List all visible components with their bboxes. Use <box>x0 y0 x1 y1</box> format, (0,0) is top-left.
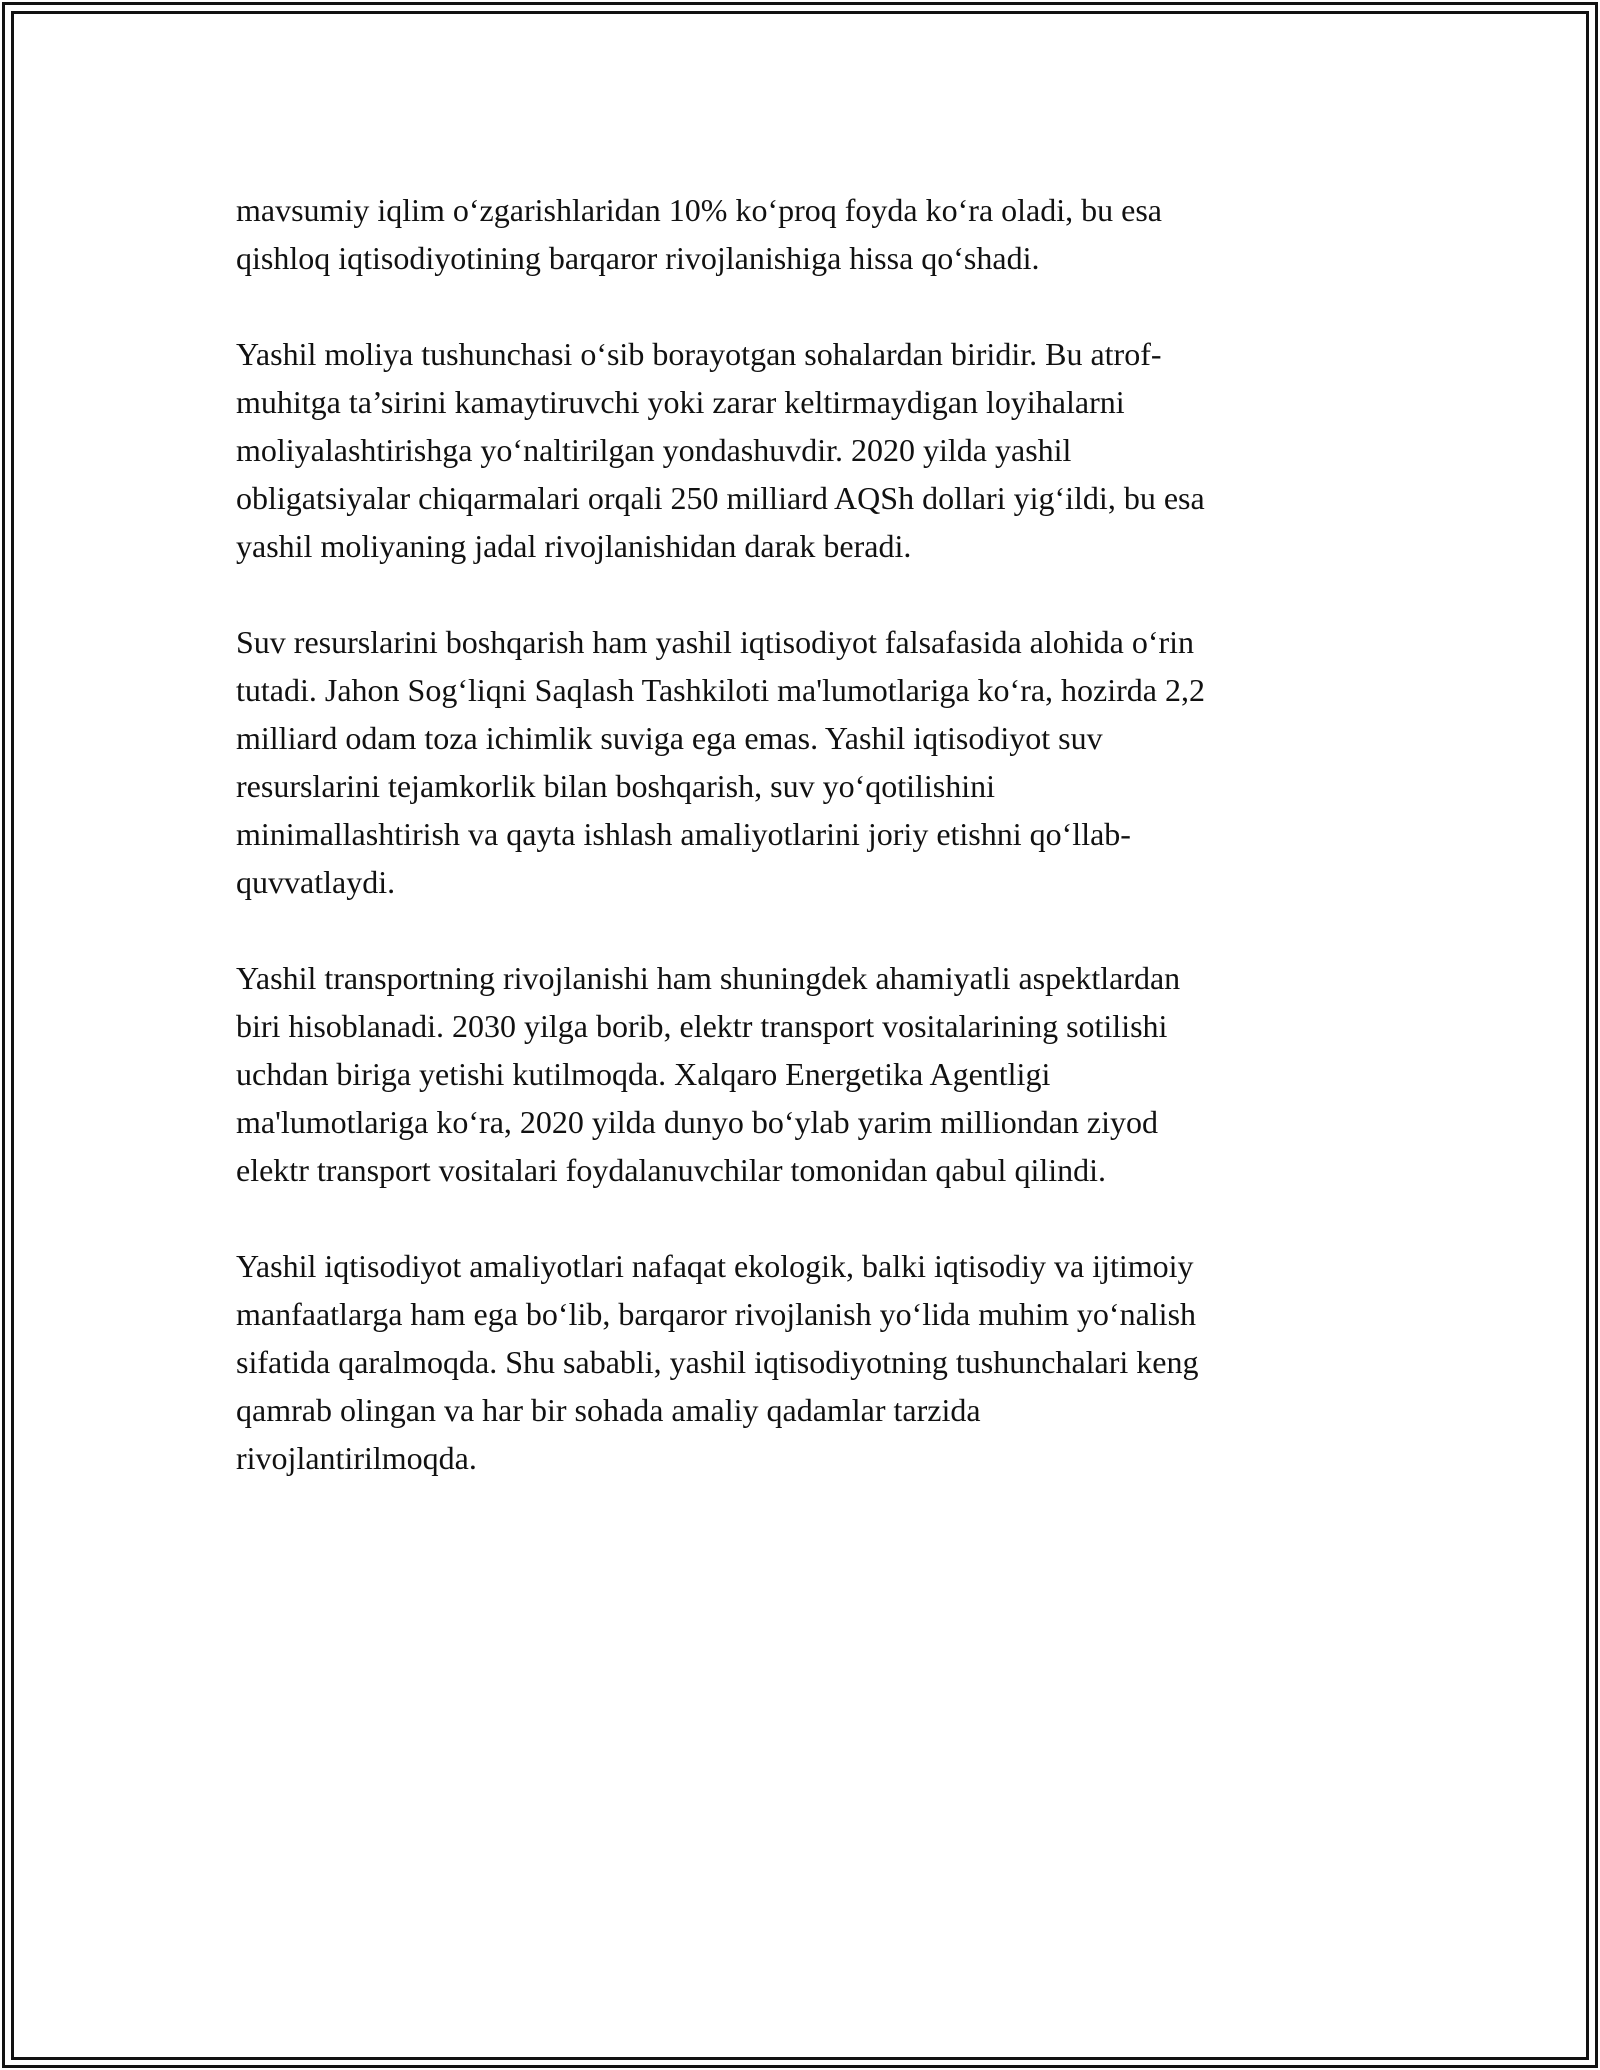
text-line: muhitga ta’sirini kamaytiruvchi yoki zarar keltirmaydigan loyihalarni <box>236 384 1125 420</box>
text-line: Yashil transportning rivojlanishi ham shuningdek ahamiyatli aspektlardan <box>236 960 1181 996</box>
text-line: uchdan biriga yetishi kutilmoqda. Xalqaro Energetika Agentligi <box>236 1056 1051 1092</box>
paragraph-conclusion <box>236 1242 1366 1482</box>
text-line: tutadi. Jahon Sog‘liqni Saqlash Tashkiloti ma'lumotlariga ko‘ra, hozirda 2,2 <box>236 672 1205 708</box>
text-line: Yashil moliya tushunchasi o‘sib borayotgan sohalardan biridir. Bu atrof- <box>236 336 1162 372</box>
text-line: biri hisoblanadi. 2030 yilga borib, elektr transport vositalarining sotilishi <box>236 1008 1168 1044</box>
text-line: Yashil iqtisodiyot amaliyotlari nafaqat ekologik, balki iqtisodiy va ijtimoiy <box>236 1248 1194 1284</box>
text-line: obligatsiyalar chiqarmalari orqali 250 milliard AQSh dollari yig‘ildi, bu esa <box>236 480 1205 516</box>
paragraph-green-transport <box>236 954 1366 1194</box>
text-line: milliard odam toza ichimlik suviga ega emas. Yashil iqtisodiyot suv <box>236 720 1103 756</box>
text-line: elektr transport vositalari foydalanuvchilar tomonidan qabul qilindi. <box>236 1152 1106 1188</box>
text-line: moliyalashtirishga yo‘naltirilgan yondashuvdir. 2020 yilda yashil <box>236 432 1072 468</box>
paragraph-green-finance <box>236 330 1366 570</box>
paragraph-seasonal-climate <box>236 186 1366 282</box>
text-line: manfaatlarga ham ega bo‘lib, barqaror rivojlanish yo‘lida muhim yo‘nalish <box>236 1296 1197 1332</box>
text-line: rivojlantirilmoqda. <box>236 1440 477 1476</box>
text-line: Suv resurslarini boshqarish ham yashil iqtisodiyot falsafasida alohida o‘rin <box>236 624 1195 660</box>
text-line: yashil moliyaning jadal rivojlanishidan darak beradi. <box>236 528 912 564</box>
text-line: qishloq iqtisodiyotining barqaror rivojlanishiga hissa qo‘shadi. <box>236 240 1040 276</box>
paragraph-water-resources <box>236 618 1366 906</box>
text-line: ma'lumotlariga ko‘ra, 2020 yilda dunyo bo‘ylab yarim milliondan ziyod <box>236 1104 1159 1140</box>
text-line: mavsumiy iqlim o‘zgarishlaridan 10% ko‘proq foyda ko‘ra oladi, bu esa <box>236 192 1162 228</box>
text-line: sifatida qaralmoqda. Shu sababli, yashil iqtisodiyotning tushunchalari keng <box>236 1344 1199 1380</box>
text-line: quvvatlaydi. <box>236 864 396 900</box>
text-line: resurslarini tejamkorlik bilan boshqarish, suv yo‘qotilishini <box>236 768 996 804</box>
document-body <box>236 186 1366 1530</box>
text-line: minimallashtirish va qayta ishlash amaliyotlarini joriy etishni qo‘llab- <box>236 816 1131 852</box>
text-line: qamrab olingan va har bir sohada amaliy qadamlar tarzida <box>236 1392 981 1428</box>
